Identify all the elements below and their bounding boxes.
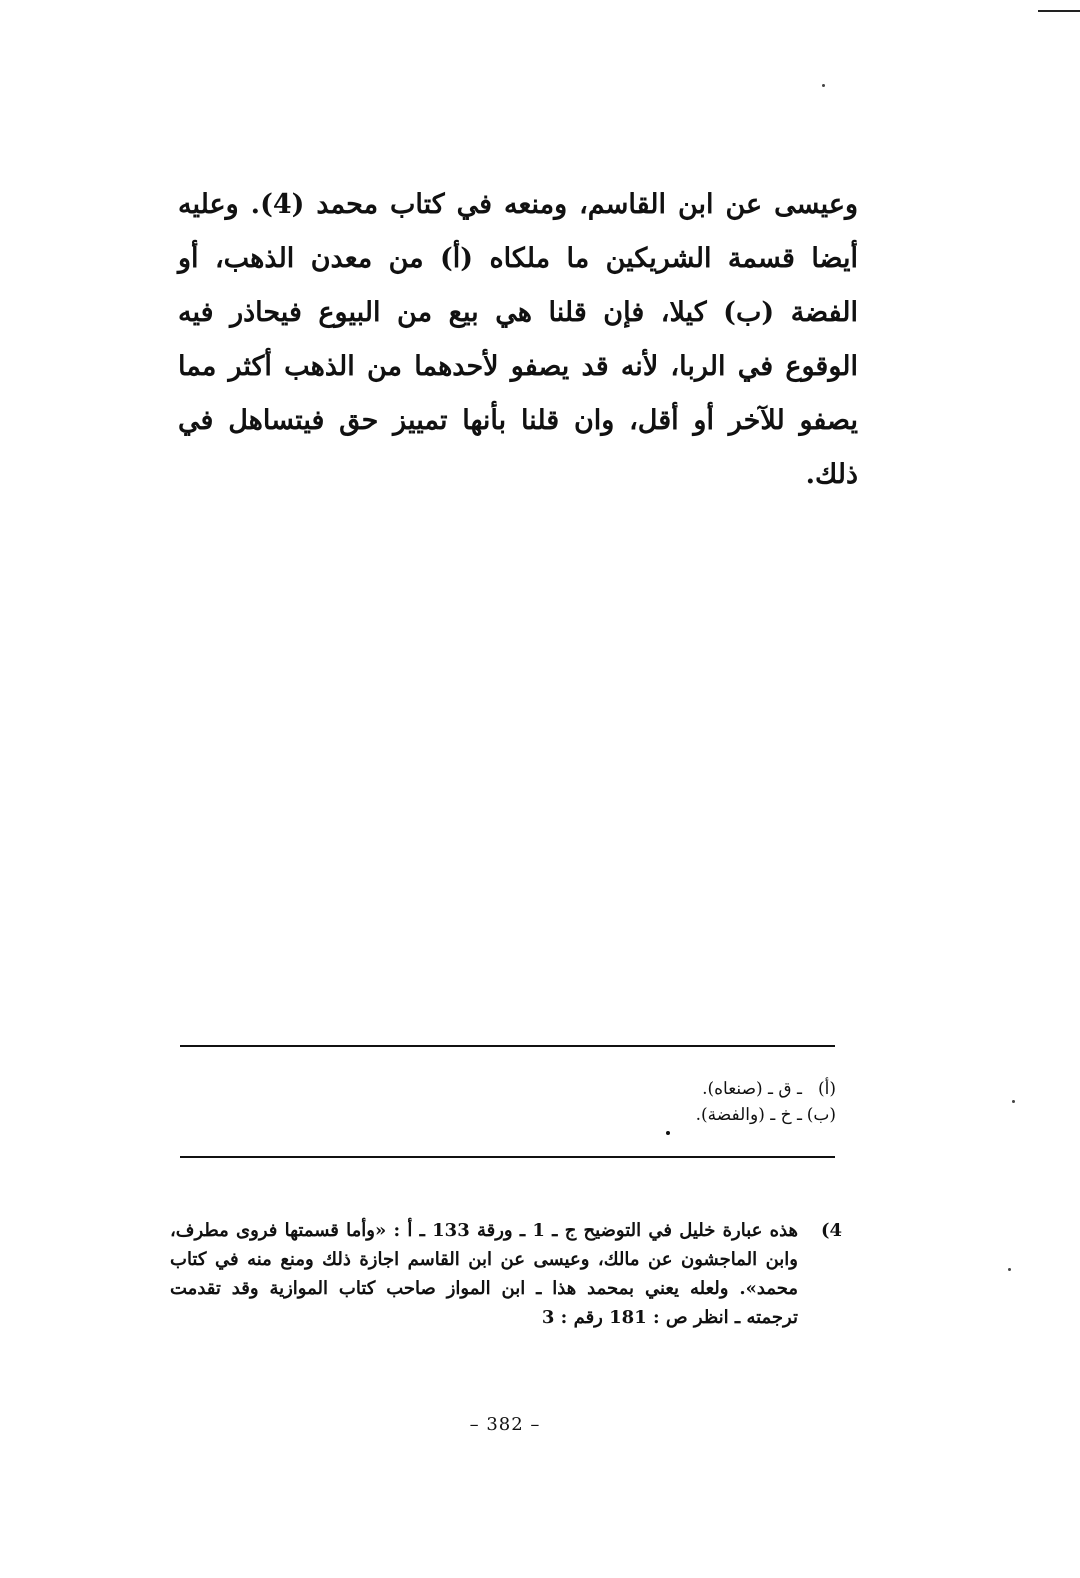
manuscript-variants xyxy=(696,1076,836,1128)
variant-row xyxy=(696,1102,836,1128)
variant-text: ـ ق ـ (صنعاه). xyxy=(702,1079,802,1099)
scan-speck xyxy=(1008,1268,1011,1271)
body-text: وعيسى عن ابن القاسم، ومنعه في كتاب محمد (4). وعليه أيضا قسمة الشريكين ما ملكاه (أ) من معدن الذهب، أو الفضة (ب) كيلا، فإن قلنا هي بيع من البيوع فيحاذر فيه الوقوع في الربا، لأنه قد يصفو لأحدهما من الذهب أكثر مما يصفو للآخر أو أقل، وان قلنا بأنها تمييز حق فيتساهل في ذلك. xyxy=(178,189,858,490)
variant-key: (أ) xyxy=(818,1079,836,1099)
corner-scan-mark xyxy=(1038,10,1080,12)
variant-text: ـ خ ـ (والفضة). xyxy=(695,1105,802,1125)
variant-key: (ب) xyxy=(806,1105,836,1125)
scan-speck xyxy=(1012,1100,1015,1103)
page-number: – 382 – xyxy=(469,1414,541,1435)
main-paragraph xyxy=(178,178,858,502)
footnote-divider-top xyxy=(180,1045,835,1047)
variant-row xyxy=(696,1076,836,1102)
footnote xyxy=(170,1216,842,1332)
footnote-text: هذه عبارة خليل في التوضيح ج ـ 1 ـ ورقة 133 ـ أ : «وأما قسمتها فروى مطرف، وابن الماجشون عن مالك، وعيسى عن ابن القاسم اجازة ذلك ومنع منه في كتاب محمد». ولعله يعني بمحمد هذا ـ ابن المواز صاحب كتاب الموازية وقد تقدمت ترجمته ـ انظر ص : 181 رقم : 3 xyxy=(170,1220,799,1328)
footnote-divider-bottom xyxy=(180,1156,835,1158)
dot-mark xyxy=(666,1131,670,1135)
footnote-number: 4) xyxy=(820,1220,842,1241)
scan-speck xyxy=(822,84,825,87)
